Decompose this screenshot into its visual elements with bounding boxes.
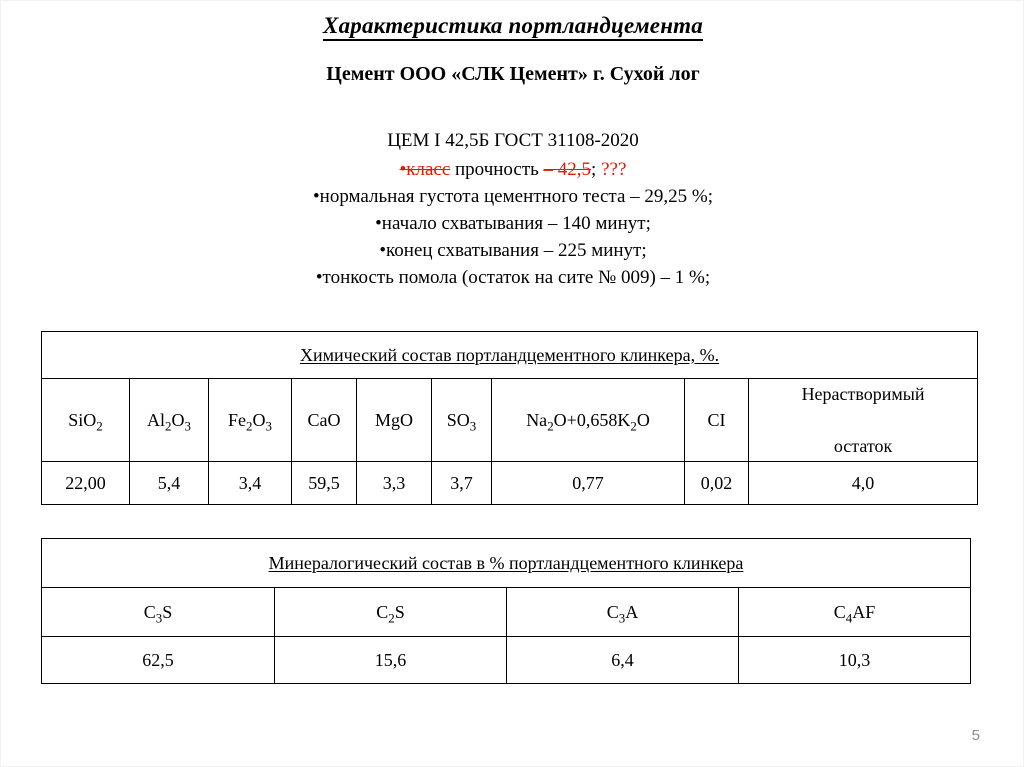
value-c2s: 15,6 <box>275 637 507 684</box>
page-number: 5 <box>971 727 980 744</box>
strength-semicolon: ; <box>591 159 597 180</box>
spec-bullet-fineness: •тонкость помола (остаток на сите № 009) – 1 %; <box>315 267 711 288</box>
table-row <box>42 539 971 588</box>
value-c3s: 62,5 <box>42 637 275 684</box>
table-chemical-caption <box>42 332 978 379</box>
table-chemical-composition <box>41 331 978 505</box>
table-row <box>42 637 971 684</box>
value-mgo: 3,3 <box>357 462 432 505</box>
table-mineral-caption <box>42 539 971 588</box>
value-ci: 0,02 <box>685 462 749 505</box>
table-row <box>42 588 971 637</box>
value-insoluble-residue: 4,0 <box>749 462 978 505</box>
subscript: 2 <box>547 418 554 434</box>
spec-bullet-normal-density: •нормальная густота цементного теста – 29,25 %; <box>313 186 713 207</box>
col-header-c2s: $C_2S$ <box>275 588 507 637</box>
strength-unknown-marker: ??? <box>596 159 627 180</box>
col-header-cao: CaO <box>292 379 357 462</box>
subscript: 2 <box>165 418 172 434</box>
insoluble-residue-line1: Нерастворимый <box>801 384 925 404</box>
spec-bullet-setting-start: •начало схватывания – 140 минут; <box>375 213 651 234</box>
col-header-sio2: SiO$_2$ <box>42 379 130 462</box>
strength-value-struck: – 42,5 <box>543 159 592 180</box>
page-title <box>1 13 1024 39</box>
table-row <box>42 379 978 462</box>
col-header-fe2o3: $Fe_2O_3$ <box>209 379 292 462</box>
subscript: 2 <box>96 418 103 434</box>
value-al2o3: 5,4 <box>130 462 209 505</box>
strength-bullet-struck: •класс <box>399 159 451 180</box>
table-mineral-caption-text: Минералогический состав в % портландцементного клинкера <box>268 552 744 573</box>
col-header-alkali: $Na_2O+0,658K_2O$ <box>492 379 685 462</box>
subscript: 2 <box>630 418 637 434</box>
table-mineralogical-composition <box>41 538 971 684</box>
strength-class-line <box>1 156 1024 183</box>
subscript: 3 <box>618 610 626 626</box>
table-chemical-caption-text: Химический состав портландцементного клинкера, %. <box>300 344 720 365</box>
col-header-c4af: $C_4AF$ <box>739 588 971 637</box>
value-so3: 3,7 <box>432 462 492 505</box>
table-row <box>42 462 978 505</box>
value-fe2o3: 3,4 <box>209 462 292 505</box>
col-header-mgo: MgO <box>357 379 432 462</box>
subscript: 2 <box>246 418 253 434</box>
col-header-so3: $SO_3$ <box>432 379 492 462</box>
subscript: 3 <box>155 610 163 626</box>
page-title-text: Характеристика портландцемента <box>323 13 703 41</box>
spec-bullet-setting-end: •конец схватывания – 225 минут; <box>379 240 647 261</box>
gost-line: ЦЕМ I 42,5Б ГОСТ 31108-2020 <box>387 130 639 151</box>
col-header-c3s: $C_3S$ <box>42 588 275 637</box>
col-header-al2o3: $Al_2O_3$ <box>130 379 209 462</box>
col-header-c3a: $C_3A$ <box>507 588 739 637</box>
value-c4af: 10,3 <box>739 637 971 684</box>
subscript: 3 <box>265 418 272 434</box>
col-header-ci: CI <box>685 379 749 462</box>
value-sio2: 22,00 <box>42 462 130 505</box>
page-subtitle: Цемент ООО «СЛК Цемент» г. Сухой лог <box>326 63 700 85</box>
value-cao: 59,5 <box>292 462 357 505</box>
subscript: 3 <box>469 418 477 434</box>
subscript: 2 <box>388 610 395 626</box>
strength-label: прочность <box>450 159 544 180</box>
insoluble-residue-line2: остаток <box>833 436 893 456</box>
subscript: 3 <box>184 418 191 434</box>
value-c3a: 6,4 <box>507 637 739 684</box>
table-row <box>42 332 978 379</box>
value-alkali: 0,77 <box>492 462 685 505</box>
specification-block <box>1 127 1024 291</box>
col-header-insoluble-residue <box>749 379 978 462</box>
subscript: 4 <box>845 610 853 626</box>
